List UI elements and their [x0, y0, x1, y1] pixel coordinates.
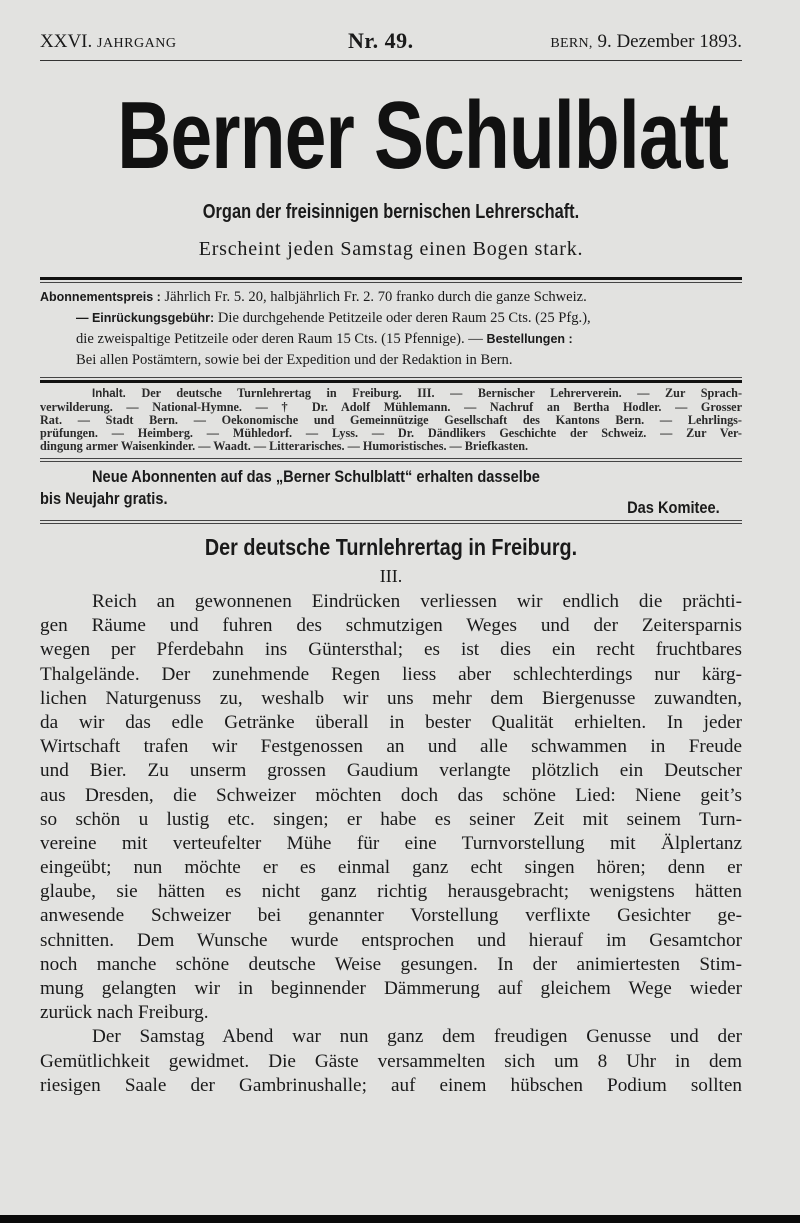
- body-line: lichen Naturgenuss zu, weshalb wir uns mehr dem Biergenusse zuwandten,: [40, 687, 742, 709]
- rule-divider: [40, 458, 742, 459]
- rule-divider: [40, 380, 742, 383]
- subscription-text: Bei allen Postämtern, sowie bei der Expedition und der Redaktion in Bern.: [76, 352, 513, 368]
- rule-divider: [40, 277, 742, 280]
- volume: [40, 30, 176, 56]
- body-line: und Bier. Zu unserm grossen Gaudium verlangte plötzlich ein Deutscher: [40, 760, 742, 782]
- body-line: Der Samstag Abend war nun ganz dem freudigen Genusse und der: [92, 1026, 742, 1048]
- contents-text: Der deutsche Turnlehrertag in Freiburg. III. — Bernischer Lehrerverein. — Zur Sprach-: [141, 386, 742, 400]
- date: 9. Dezember 1893.: [597, 31, 742, 52]
- body-line: schnitten. Dem Wunsche wurde entsprochen und hierauf im Gesamtchor: [40, 929, 742, 951]
- body-line: anwesende Schweizer bei genannter Vorstellung verflixte Gesichter ge-: [40, 905, 742, 927]
- notice-line: Neue Abonnenten auf das „Berner Schulblatt“ erhalten dasselbe: [92, 467, 540, 486]
- subscription-text: die zweispaltige Petitzeile oder deren Raum 15 Cts. (15 Pfennige). —: [76, 331, 487, 347]
- subscription-text: Die durchgehende Petitzeile oder deren Raum 25 Cts. (25 Pfg.),: [214, 310, 591, 326]
- subscription-label: — Einrückungsgebühr:: [76, 311, 215, 325]
- rule-divider: [40, 461, 742, 462]
- body-line: da wir das edle Getränke überall in bester Qualität erhielten. In jeder: [40, 711, 742, 733]
- volume-number: XXVI.: [40, 31, 93, 52]
- body-line: mung gelangten wir in beginnender Dämmerung auf gleichem Wege wieder: [40, 978, 742, 999]
- masthead-info: [40, 30, 742, 54]
- subscription-line: [40, 329, 742, 350]
- contents-line: [40, 387, 742, 401]
- notice-signature: Das Komitee.: [627, 498, 720, 517]
- contents-line: dingung armer Waisenkinder. — Waadt. — Litterarisches. — Humoristisches. — Briefkasten.: [40, 439, 529, 453]
- body-line: gen Räume und fuhren des schmutzigen Weges und der Zeitersparnis: [40, 615, 742, 637]
- subscription-line: [40, 308, 742, 329]
- body-line: Gemütlichkeit gewidmet. Die Gäste versammelten sich um 8 Uhr in dem: [40, 1050, 742, 1072]
- issue-number: Nr. 49.: [348, 28, 414, 53]
- rule-divider: [40, 282, 742, 283]
- article-part-number: III.: [379, 566, 403, 586]
- place-date: [550, 30, 742, 56]
- body-line: wegen per Pferdebahn ins Güntersthal; es ist dies ein recht fruchtbares: [40, 639, 742, 661]
- body-line: eingeübt; nun möchte er es einmal ganz echt singen hören; denn er: [40, 857, 742, 879]
- place: BERN,: [550, 36, 593, 51]
- subscription-line: [40, 350, 742, 371]
- table-of-contents: [40, 387, 742, 453]
- newspaper-title: Berner Schulblatt: [117, 82, 729, 189]
- body-line: so schön u lustig etc. singen; er habe es seiner Zeit mit seinem Turn-: [40, 808, 742, 830]
- subscription-info: [40, 287, 742, 371]
- rule-divider: [40, 60, 742, 61]
- volume-label: JAHRGANG: [97, 36, 177, 51]
- subscription-line: [40, 287, 742, 308]
- body-line: glaube, sie hätten es nicht ganz richtig herausgebracht; wenigstens hätten: [40, 881, 742, 903]
- contents-line: verwilderung. — National-Hymne. — † Dr. Adolf Mühlemann. — Nachruf an Bertha Hodler. — Grosser: [40, 400, 742, 414]
- body-line: Wirtschaft trafen wir Festgenossen an und alle schwammen in Freude: [40, 736, 742, 758]
- rule-divider: [40, 523, 742, 524]
- notice-line: bis Neujahr gratis.: [40, 489, 168, 508]
- body-line: aus Dresden, die Schweizer möchten doch das schöne Lied: Niene geit’s: [40, 784, 742, 806]
- scan-border: [0, 1215, 800, 1223]
- article-body: [40, 590, 742, 1098]
- article-title: Der deutsche Turnlehrertag in Freiburg.: [204, 534, 578, 560]
- subscription-text: Jährlich Fr. 5. 20, halbjährlich Fr. 2. 70 franko durch die ganze Schweiz.: [160, 289, 587, 305]
- subscription-label: Abonnementspreis :: [40, 290, 161, 304]
- body-line: noch manche schöne deutsche Weise gesungen. In der animiertesten Stim-: [40, 953, 742, 975]
- publication-frequency: Erscheint jeden Samstag einen Bogen stark.: [198, 238, 584, 260]
- rule-divider: [40, 520, 742, 521]
- contents-line: prüfungen. — Heimberg. — Mühledorf. — Lyss. — Dr. Dändlikers Geschichte der Schweiz. — Zur Ver-: [40, 426, 742, 440]
- body-line: zurück nach Freiburg.: [40, 1002, 209, 1024]
- rule-divider: [40, 377, 742, 378]
- newspaper-subtitle: Organ der freisinnigen bernischen Lehrerschaft.: [202, 201, 580, 223]
- body-line: Thalgelände. Der zunehmende Regen liess aber schlechterdings nur kärg-: [40, 663, 742, 685]
- contents-label: Inhalt.: [92, 388, 126, 400]
- body-line: riesigen Saale der Gambrinushalle; auf einem hübschen Podium sollten: [40, 1074, 742, 1096]
- subscription-label: Bestellungen :: [486, 332, 573, 346]
- body-line: Reich an gewonnenen Eindrücken verliessen wir endlich die prächti-: [92, 591, 742, 612]
- contents-line: Rat. — Stadt Bern. — Oekonomische und Gemeinnützige Gesellschaft des Kantons Bern. — Lehrlings-: [40, 413, 742, 427]
- body-line: vereine mit verteufelter Mühe für eine Turnvorstellung mit Älplertanz: [40, 832, 742, 854]
